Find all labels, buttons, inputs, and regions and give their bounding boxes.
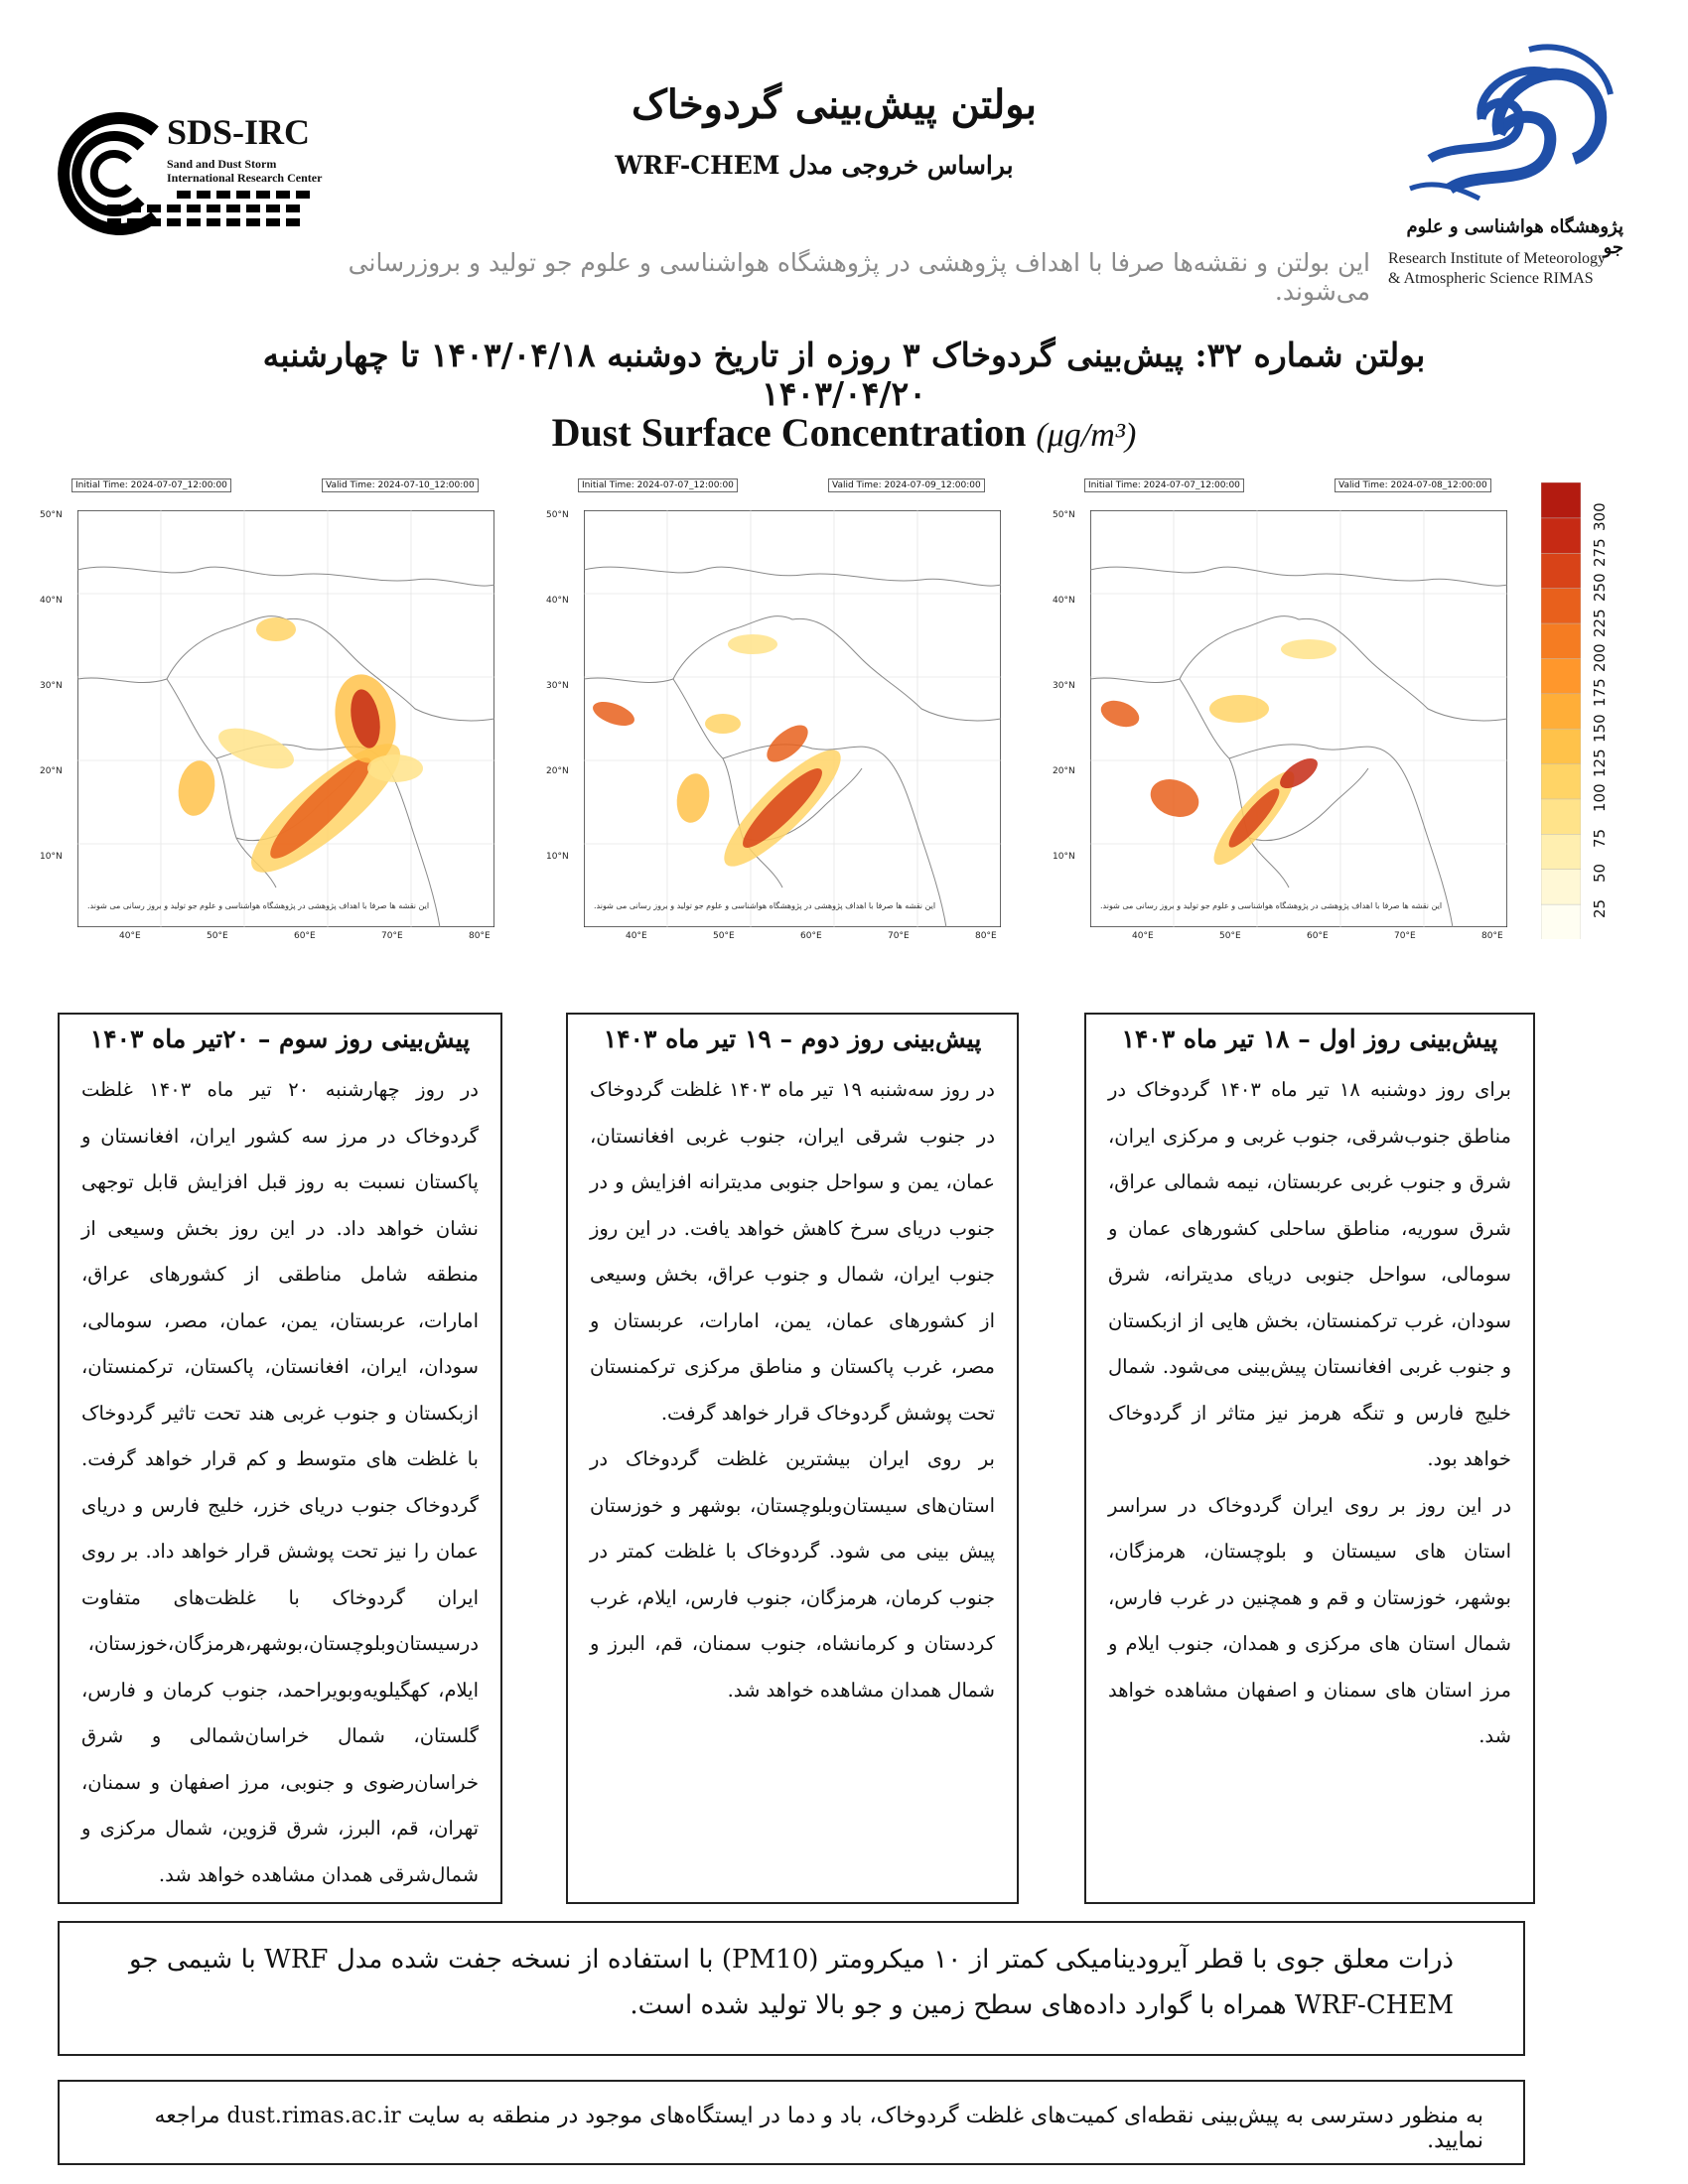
- colorbar-segment: [1541, 623, 1581, 659]
- sds-logo-line2: International Research Center: [167, 171, 323, 185]
- bulletin-number: بولتن شماره ۳۲: پیش‌بینی گردوخاک ۳ روزه از تاریخ دوشنبه ۱۴۰۳/۰۴/۱۸ تا چهارشنبه ۱۴۰۳/۰۴/۲۰: [262, 336, 1426, 413]
- colorbar: [1541, 482, 1581, 939]
- colorbar-segment: [1541, 869, 1581, 904]
- forecast-day2-title: پیش‌بینی روز دوم – ۱۹ تیر ماه ۱۴۰۳: [603, 1024, 982, 1053]
- colorbar-label: 100: [1591, 783, 1609, 813]
- map-lon-label: 60°E: [800, 931, 822, 941]
- colorbar-segment: [1541, 693, 1581, 729]
- map-frame: [584, 510, 1001, 927]
- map-lat-label: 10°N: [40, 852, 63, 862]
- bulletin-title: بولتن پیش‌بینی گردوخاک: [631, 81, 1038, 128]
- colorbar-segment: [1541, 904, 1581, 939]
- forecast-day2-box: [566, 1013, 1019, 1904]
- dust-plume: [367, 754, 423, 782]
- model-note-box: [58, 1921, 1525, 2056]
- map-lat-label: 20°N: [546, 766, 569, 776]
- forecast-day1-title: پیش‌بینی روز اول – ۱۸ تیر ماه ۱۴۰۳: [1121, 1024, 1498, 1053]
- map-lat-label: 30°N: [546, 681, 569, 691]
- chart-title-unit: (μg/m³): [1036, 417, 1137, 454]
- rimas-logo-fa: پژوهشگاه هواشناسی و علوم جو: [1406, 216, 1623, 258]
- map-lat-label: 20°N: [1053, 766, 1075, 776]
- map-valid-time: Valid Time: 2024-07-10_12:00:00: [322, 478, 479, 492]
- map-lat-label: 50°N: [40, 510, 63, 520]
- map-lat-label: 20°N: [40, 766, 63, 776]
- colorbar-segment: [1541, 588, 1581, 623]
- colorbar-label: 25: [1591, 898, 1609, 918]
- chart-title-text: Dust Surface Concentration: [551, 410, 1027, 455]
- dust-plume: [1209, 695, 1269, 723]
- dust-plume: [1281, 639, 1336, 659]
- website-note-text: به منظور دسترسی به پیش‌بینی نقطه‌ای کمیت‌های غلظت گردوخاک، باد و دما در ایستگاه‌های موجود در منطقه به سایت dust.rimas.ac.ir مراجعه نمایید.: [154, 2104, 1483, 2153]
- map-lon-label: 70°E: [888, 931, 910, 941]
- forecast-day1-text-2: در این روز بر روی ایران گردوخاک در سراسر استان های سیستان و بلوچستان، هرمزگان، بوشهر، خوزستان و قم و همچنین در غرب فارس، شمال استان های مرکزی و همدان، جنوب ایلام و مرز استان های سمنان و اصفهان مشاهده خواهد شد.: [1108, 1493, 1511, 1747]
- dust-map-1: [38, 477, 524, 943]
- map-footer-text: این نقشه ها صرفا با اهداف پژوهشی در پژوهشگاه هواشناسی و علوم جو تولید و بروز رسانی می شوند.: [594, 901, 936, 910]
- colorbar-label: 75: [1591, 828, 1609, 848]
- map-lat-label: 50°N: [546, 510, 569, 520]
- map-lon-label: 50°E: [207, 931, 228, 941]
- rimas-logo-en2: & Atmospheric Science RIMAS: [1388, 270, 1594, 287]
- forecast-day3-text: در روز چهارشنبه ۲۰ تیر ماه ۱۴۰۳ غلظت گردوخاک در مرز سه کشور ایران، افغانستان و پاکستان نسبت به روز قبل افزایش قابل توجهی نشان خواهد داد. در این روز بخش وسیعی از منطقه شامل مناطقی از کشورهای عراق، امارات، عربستان، یمن، عمان، مصر، سومالی، سودان، ایران، افغانستان، پاکستان، ترکمنستان، ازبکستان و جنوب غربی هند تحت تاثیر گردوخاک با غلظت های متوسط و کم قرار خواهد گرفت. گردوخاک جنوب دریای خزر، خلیج فارس و دریای عمان را نیز تحت پوشش قرار خواهد داد. بر روی ایران گردوخاک با غلظت‌های متفاوت درسیستان‌وبلوچستان،بوشهر،هرمزگان،خوزستان، ایلام، کهگیلویه‌وبویراحمد، جنوب کرمان و فارس، گلستان، شمال خراسان‌شمالی و شرق خراسان‌رضوی و جنوبی، مرز اصفهان و سمنان، تهران، قم، البرز، شرق قزوین، شمال مرکزی و شمال‌شرقی همدان مشاهده خواهد شد.: [81, 1078, 479, 1886]
- colorbar-segment: [1541, 763, 1581, 799]
- map-lat-label: 10°N: [546, 852, 569, 862]
- colorbar-label: 50: [1591, 864, 1609, 884]
- dust-map-3: [1051, 477, 1537, 943]
- dust-plume: [256, 617, 296, 641]
- map-lon-label: 50°E: [713, 931, 735, 941]
- colorbar-label: 225: [1591, 608, 1609, 637]
- map-valid-time: Valid Time: 2024-07-09_12:00:00: [828, 478, 985, 492]
- colorbar-label: 250: [1591, 573, 1609, 603]
- map-lon-label: 80°E: [1481, 931, 1503, 941]
- colorbar-label: 125: [1591, 749, 1609, 778]
- map-lon-label: 70°E: [381, 931, 403, 941]
- forecast-day3-title: پیش‌بینی روز سوم – ۲۰تیر ماه ۱۴۰۳: [89, 1024, 471, 1053]
- map-lat-label: 40°N: [546, 596, 569, 606]
- forecast-day1-box: [1084, 1013, 1535, 1904]
- map-lon-label: 50°E: [1219, 931, 1241, 941]
- map-footer-text: این نقشه ها صرفا با اهداف پژوهشی در پژوهشگاه هواشناسی و علوم جو تولید و بروز رسانی می شوند.: [87, 901, 430, 910]
- map-background: [584, 510, 1001, 927]
- map-frame: [1090, 510, 1507, 927]
- dust-plume: [705, 714, 741, 734]
- sds-logo-line1: Sand and Dust Storm: [167, 157, 277, 171]
- colorbar-segment: [1541, 798, 1581, 834]
- colorbar-segment: [1541, 729, 1581, 764]
- map-frame: [77, 510, 494, 927]
- colorbar-label: 275: [1591, 538, 1609, 567]
- map-lon-label: 40°E: [119, 931, 141, 941]
- rimas-logo-en1: Research Institute of Meteorology: [1388, 250, 1607, 267]
- forecast-day2-text-1: در روز سه‌شنبه ۱۹ تیر ماه ۱۴۰۳ غلظت گردوخاک در جنوب شرقی ایران، جنوب غربی افغانستان، عمان، یمن و سواحل جنوبی مدیترانه افزایش و در جنوب دریای سرخ کاهش خواهد یافت. در این روز جنوب ایران، شمال و جنوب عراق، بخش وسیعی از کشورهای عمان، یمن، امارات، عربستان و مصر، غرب پاکستان و مناطق مرکزی ترکمنستان تحت پوشش گردوخاک قرار خواهد گرفت.: [590, 1078, 995, 1425]
- map-initial-time: Initial Time: 2024-07-07_12:00:00: [1084, 478, 1244, 492]
- colorbar-label: 200: [1591, 643, 1609, 672]
- colorbar-label: 300: [1591, 502, 1609, 532]
- map-lon-label: 80°E: [469, 931, 491, 941]
- dust-map-2: [544, 477, 1031, 943]
- map-lat-label: 30°N: [1053, 681, 1075, 691]
- colorbar-segment: [1541, 834, 1581, 870]
- map-lat-label: 10°N: [1053, 852, 1075, 862]
- chart-title: [447, 409, 1241, 456]
- disclaimer: این بولتن و نقشه‌ها صرفا با اهداف پژوهشی در پژوهشگاه هواشناسی و علوم جو تولید و بروزرسانی می‌شوند.: [348, 248, 1370, 306]
- map-lon-label: 40°E: [626, 931, 647, 941]
- forecast-day3-box: [58, 1013, 502, 1904]
- forecast-day2-text-2: بر روی ایران بیشترین غلظت گردوخاک در استان‌های سیستان‌وبلوچستان، بوشهر و خوزستان پیش بینی می شود. گردوخاک با غلظت کمتر در جنوب کرمان، هرمزگان، جنوب فارس، ایلام، غرب کردستان و کرمانشاه، جنوب سمنان، قم، البرز و شمال همدان مشاهده خواهد شد.: [590, 1447, 995, 1702]
- map-lat-label: 50°N: [1053, 510, 1075, 520]
- rimas-logo: [1390, 40, 1618, 208]
- model-note-text: ذرات معلق جوی با قطر آیرودینامیکی کمتر از ۱۰ میکرومتر (PM10) با استفاده از نسخه جفت شده مدل WRF با شیمی جو WRF-CHEM همراه با گوارد داده‌های سطح زمین و جو بالا تولید شده است.: [129, 1945, 1454, 2020]
- map-lon-label: 70°E: [1394, 931, 1416, 941]
- forecast-day1-text-1: برای روز دوشنبه ۱۸ تیر ماه ۱۴۰۳ گردوخاک در مناطق جنوب‌شرقی، جنوب غربی و مرکزی ایران، شرق و جنوب غربی عربستان، نیمه شمالی عراق، شرق سوریه، مناطق ساحلی کشورهای عمان و سومالی، سواحل جنوبی دریای مدیترانه، شرق سودان، غرب ترکمنستان، بخش هایی از ازبکستان و جنوب غربی افغانستان پیش‌بینی می‌شود. شمال خلیج فارس و تنگه هرمز نیز متاثر از گردوخاک خواهد بود.: [1108, 1078, 1511, 1470]
- map-lat-label: 40°N: [1053, 596, 1075, 606]
- colorbar-segment: [1541, 553, 1581, 589]
- map-lon-label: 40°E: [1132, 931, 1154, 941]
- bulletin-subtitle: براساس خروجی مدل WRF-CHEM: [615, 151, 1014, 180]
- map-lat-label: 30°N: [40, 681, 63, 691]
- colorbar-label: 175: [1591, 678, 1609, 708]
- colorbar-label: 150: [1591, 714, 1609, 743]
- map-initial-time: Initial Time: 2024-07-07_12:00:00: [578, 478, 738, 492]
- map-lon-label: 60°E: [294, 931, 316, 941]
- colorbar-segment: [1541, 482, 1581, 518]
- map-valid-time: Valid Time: 2024-07-08_12:00:00: [1335, 478, 1491, 492]
- colorbar-segment: [1541, 658, 1581, 694]
- dust-plume: [728, 634, 777, 654]
- map-background: [1090, 510, 1507, 927]
- map-lat-label: 40°N: [40, 596, 63, 606]
- map-initial-time: Initial Time: 2024-07-07_12:00:00: [71, 478, 231, 492]
- website-note-box: [58, 2080, 1525, 2165]
- colorbar-segment: [1541, 517, 1581, 553]
- map-lon-label: 80°E: [975, 931, 997, 941]
- sds-logo-name: SDS-IRC: [167, 112, 311, 152]
- map-footer-text: این نقشه ها صرفا با اهداف پژوهشی در پژوهشگاه هواشناسی و علوم جو تولید و بروز رسانی می شوند.: [1100, 901, 1443, 910]
- map-lon-label: 60°E: [1307, 931, 1329, 941]
